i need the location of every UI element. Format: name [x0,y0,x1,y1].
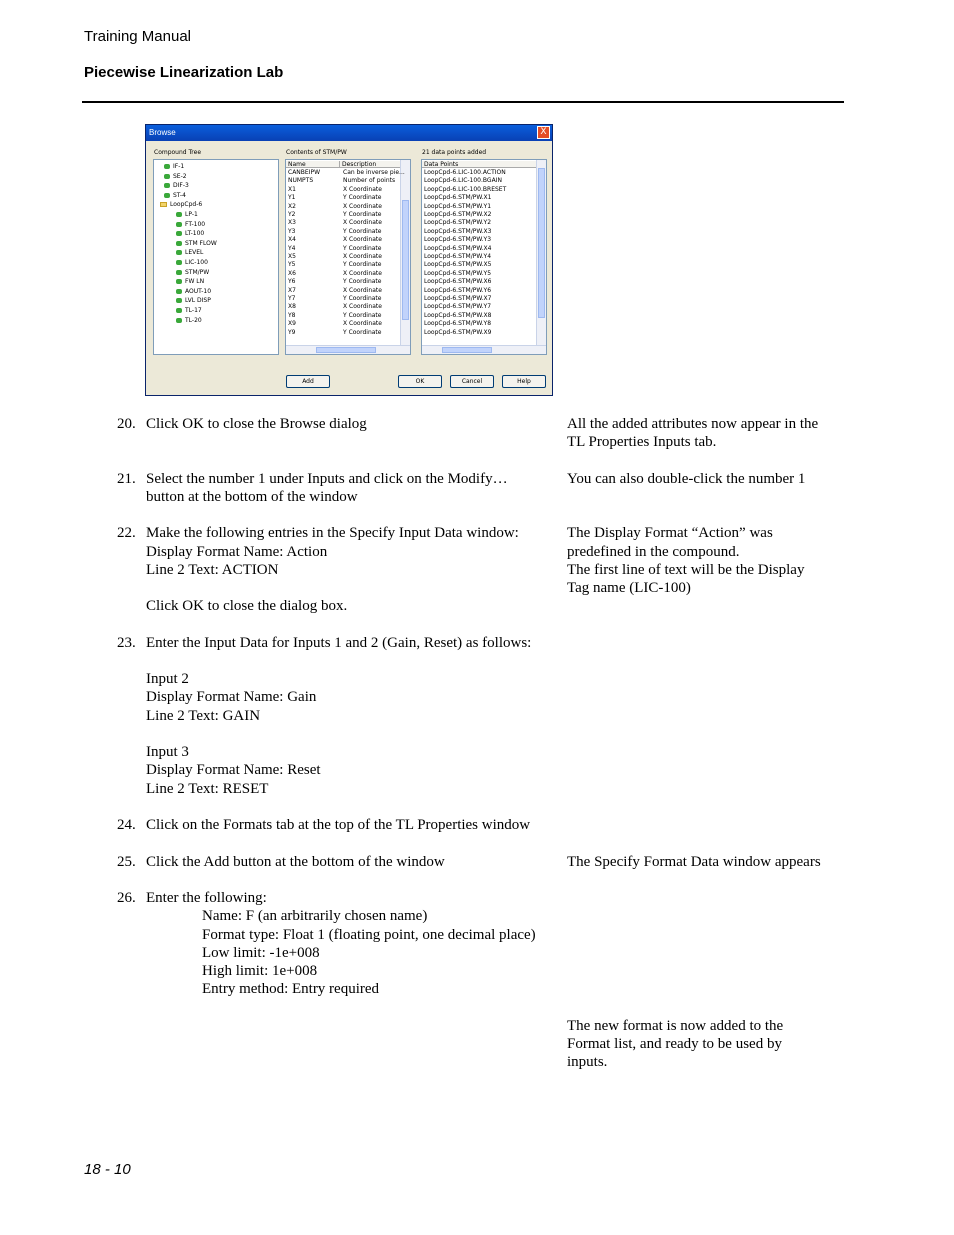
step-text: button at the bottom of the window [146,489,358,505]
step-text: Display Format Name: Reset [146,762,321,778]
step-number: 23. [117,635,136,651]
contents-description-cell[interactable]: X Coordinate [343,236,382,244]
dialog-titlebar: Browse [146,125,552,141]
tree-item[interactable] [164,163,184,170]
points-hscroll[interactable] [422,345,546,354]
data-point-row[interactable]: LoopCpd-6.LIC-100.BRESET [424,185,507,193]
data-point-row[interactable]: LoopCpd-6.STM/PW.Y6 [424,286,492,294]
contents-description-cell[interactable]: X Coordinate [343,219,382,227]
add-button[interactable]: Add [286,375,330,388]
step-text: Format type: Float 1 (floating point, one decimal place) [202,927,536,943]
block-icon [176,289,182,294]
step-text: Input 3 [146,744,189,760]
tree-item-label: IF-1 [173,163,185,170]
step-text: Name: F (an arbitrarily chosen name) [202,908,428,924]
data-point-row[interactable]: LoopCpd-6.STM/PW.Y4 [424,253,492,260]
block-icon [176,250,182,255]
step-number: 26. [117,890,136,906]
step-text: Display Format Name: Gain [146,689,317,705]
points-vscroll[interactable] [536,160,546,346]
tree-item[interactable] [164,182,189,189]
contents-name-cell[interactable]: X3 [288,219,296,227]
data-point-row[interactable]: LoopCpd-6.STM/PW.X4 [424,244,492,252]
step-text: Line 2 Text: ACTION [146,562,279,578]
contents-description-cell[interactable]: Y Coordinate [343,261,382,269]
data-point-row[interactable]: LoopCpd-6.STM/PW.X5 [424,261,492,269]
tree-item-label: STM/PW [185,268,210,276]
contents-description-cell[interactable]: X Coordinate [343,320,382,328]
ok-button[interactable]: OK [398,375,442,388]
tree-item-label: TL-20 [185,316,202,324]
tree-item-label: LIC-100 [185,259,208,266]
step-text: Entry method: Entry required [202,981,380,997]
contents-name-cell[interactable]: CANBEIPW [288,169,321,176]
step-text: High limit: 1e+008 [202,963,318,979]
tree-item[interactable] [164,173,187,180]
contents-name-cell[interactable]: Y5 [288,261,296,269]
contents-description-cell[interactable]: Y Coordinate [343,311,382,319]
tree-item-label: LoopCpd-6 [170,201,203,209]
block-icon [176,279,182,284]
step-note: inputs. [567,1054,608,1070]
tree-item[interactable] [176,240,217,247]
step-text: Make the following entries in the Specify Input Data window: [146,525,519,541]
tree-item[interactable] [176,249,203,256]
tree-item[interactable] [176,269,209,276]
tree-item-label: LVL DISP [185,297,211,305]
data-point-row[interactable]: LoopCpd-6.LIC-100.BGAIN [424,177,502,185]
step-text: Select the number 1 under Inputs and click on the Modify… [146,471,508,487]
block-icon [176,260,182,265]
tree-item[interactable] [176,278,204,285]
step-number: 22. [117,525,136,541]
step-number: 21. [117,471,136,487]
contents-list[interactable] [285,159,411,355]
step-text: Click OK to close the dialog box. [146,598,348,614]
section-title: Piecewise Linearization Lab [84,64,284,81]
block-icon [164,174,170,179]
contents-name-cell[interactable]: X5 [288,253,296,260]
step-number: 24. [117,817,136,833]
step-note: You can also double-click the number 1 [567,471,806,487]
contents-name-cell[interactable]: Y1 [288,194,296,202]
tree-item[interactable] [176,288,211,295]
contents-description-cell[interactable]: X Coordinate [343,185,382,193]
contents-description-cell[interactable]: Number of points [343,177,396,185]
contents-description-cell[interactable]: X Coordinate [343,303,382,311]
help-button[interactable]: Help [502,375,546,388]
data-point-row[interactable]: LoopCpd-6.STM/PW.Y5 [424,269,492,277]
step-text: Line 2 Text: RESET [146,781,269,797]
contents-description-cell[interactable]: Y Coordinate [343,278,382,286]
tree-item-label: LEVEL [185,249,204,257]
block-icon [176,308,182,313]
block-icon [164,183,170,188]
contents-name-cell[interactable]: Y7 [288,295,296,302]
step-note: The Display Format “Action” was [567,525,773,541]
block-icon [176,318,182,323]
contents-vscroll[interactable] [400,160,410,346]
compound-tree-label: Compound Tree [154,149,202,156]
step-text: Click OK to close the Browse dialog [146,416,367,432]
points-label: 21 data points added [422,149,487,156]
header-divider [82,101,844,103]
step-number: 20. [117,416,136,432]
tree-item[interactable] [160,201,202,208]
contents-description-cell[interactable]: X Coordinate [343,269,382,277]
tree-item[interactable] [176,259,208,266]
step-text: Low limit: -1e+008 [202,945,320,961]
data-point-row[interactable]: LoopCpd-6.STM/PW.X6 [424,278,492,286]
contents-name-cell[interactable]: Y4 [288,244,296,252]
step-note: The first line of text will be the Display [567,562,805,578]
step-text: Enter the Input Data for Inputs 1 and 2 (Gain, Reset) as follows: [146,635,532,651]
contents-name-cell[interactable]: Y3 [288,227,296,235]
manual-title: Training Manual [84,28,191,45]
step-text: Click on the Formats tab at the top of the TL Properties window [146,817,531,833]
page-number: 18 - 10 [84,1161,131,1178]
contents-name-cell[interactable]: X1 [288,185,296,193]
step-number: 25. [117,854,136,870]
tree-item-label: FT-100 [185,220,206,228]
block-icon [176,270,182,275]
step-note: predefined in the compound. [567,544,740,560]
contents-description-cell[interactable]: X Coordinate [343,253,382,260]
tree-item-label: TL-17 [185,307,202,314]
contents-description-cell[interactable]: X Coordinate [343,286,382,294]
block-icon [176,241,182,246]
step-text: Input 2 [146,671,189,687]
step-note: Format list, and ready to be used by [567,1036,782,1052]
block-icon [176,298,182,303]
tree-item-label: SE-2 [173,172,187,180]
contents-name-cell[interactable]: X4 [288,236,296,244]
data-point-row[interactable]: LoopCpd-6.STM/PW.X3 [424,227,492,235]
tree-item-label: AOUT-10 [185,287,212,295]
tree-item-label: LT-100 [185,230,205,238]
block-icon [176,212,182,217]
contents-description-cell[interactable]: Y Coordinate [343,328,382,336]
contents-name-cell[interactable]: X8 [288,303,296,311]
step-note: The Specify Format Data window appears [567,854,821,870]
tree-item-label: LP-1 [185,211,198,218]
contents-name-cell[interactable]: Y2 [288,211,296,218]
name-column-header[interactable]: Name [286,161,340,168]
contents-description-cell[interactable]: Y Coordinate [343,211,382,218]
data-point-row[interactable]: LoopCpd-6.STM/PW.Y1 [424,202,492,210]
tree-item[interactable] [176,317,202,324]
data-point-row[interactable]: LoopCpd-6.STM/PW.X2 [424,211,492,218]
data-point-row[interactable]: LoopCpd-6.LIC-100.ACTION [424,169,506,176]
tree-item-label: FW LN [185,278,205,286]
data-point-row[interactable]: LoopCpd-6.STM/PW.Y7 [424,303,492,311]
block-icon [176,231,182,236]
tree-item-label: STM FLOW [185,239,217,247]
contents-description-cell[interactable]: X Coordinate [343,202,382,210]
data-point-row[interactable]: LoopCpd-6.STM/PW.X9 [424,328,492,336]
contents-description-cell[interactable]: Y Coordinate [343,227,382,235]
contents-description-cell[interactable]: Y Coordinate [343,295,382,302]
contents-description-cell[interactable]: Y Coordinate [343,244,382,252]
cancel-button[interactable]: Cancel [450,375,494,388]
step-text: Display Format Name: Action [146,544,328,560]
tree-item[interactable] [164,192,186,199]
contents-label: Contents of STM/PW [286,149,347,156]
contents-name-cell[interactable]: Y9 [288,328,296,336]
data-point-row[interactable]: LoopCpd-6.STM/PW.X8 [424,311,492,319]
tree-item[interactable] [176,211,198,218]
block-icon [164,193,170,198]
contents-name-cell[interactable]: X6 [288,269,296,277]
data-point-row[interactable]: LoopCpd-6.STM/PW.Y2 [424,219,492,227]
description-column-header[interactable]: Description [340,161,402,168]
contents-name-cell[interactable]: Y6 [288,278,296,286]
tree-item[interactable] [176,230,204,237]
contents-name-cell[interactable]: X2 [288,202,296,210]
data-point-row[interactable]: LoopCpd-6.STM/PW.Y3 [424,236,492,244]
data-point-row[interactable]: LoopCpd-6.STM/PW.X1 [424,194,492,202]
contents-name-cell[interactable]: NUMPTS [288,177,314,185]
data-point-row[interactable]: LoopCpd-6.STM/PW.X7 [424,295,492,302]
block-icon [176,222,182,227]
contents-name-cell[interactable]: X9 [288,320,296,328]
step-note: TL Properties Inputs tab. [567,434,717,450]
step-note: The new format is now added to the [567,1018,784,1034]
tree-item[interactable] [176,297,211,304]
block-icon [164,164,170,169]
step-text: Line 2 Text: GAIN [146,708,261,724]
contents-name-cell[interactable]: X7 [288,286,296,294]
tree-item[interactable] [176,307,202,314]
compound-tree[interactable] [153,159,279,355]
tree-item-label: DIF-3 [173,182,189,190]
contents-hscroll[interactable] [286,345,410,354]
folder-icon [160,202,167,207]
contents-name-cell[interactable]: Y8 [288,311,296,319]
step-note: Tag name (LIC-100) [567,580,691,596]
step-note: All the added attributes now appear in the [567,416,819,432]
tree-item[interactable] [176,221,205,228]
browse-dialog [145,124,553,396]
data-points-column-header[interactable]: Data Points [422,161,538,168]
tree-item-label: ST-4 [173,191,186,199]
contents-description-cell[interactable]: Y Coordinate [343,194,382,202]
close-icon[interactable]: X [537,126,550,139]
data-point-row[interactable]: LoopCpd-6.STM/PW.Y8 [424,320,492,328]
data-points-list[interactable] [421,159,547,355]
step-text: Enter the following: [146,890,267,906]
contents-description-cell[interactable]: Can be inverse pie... [343,169,405,176]
step-text: Click the Add button at the bottom of the window [146,854,445,870]
